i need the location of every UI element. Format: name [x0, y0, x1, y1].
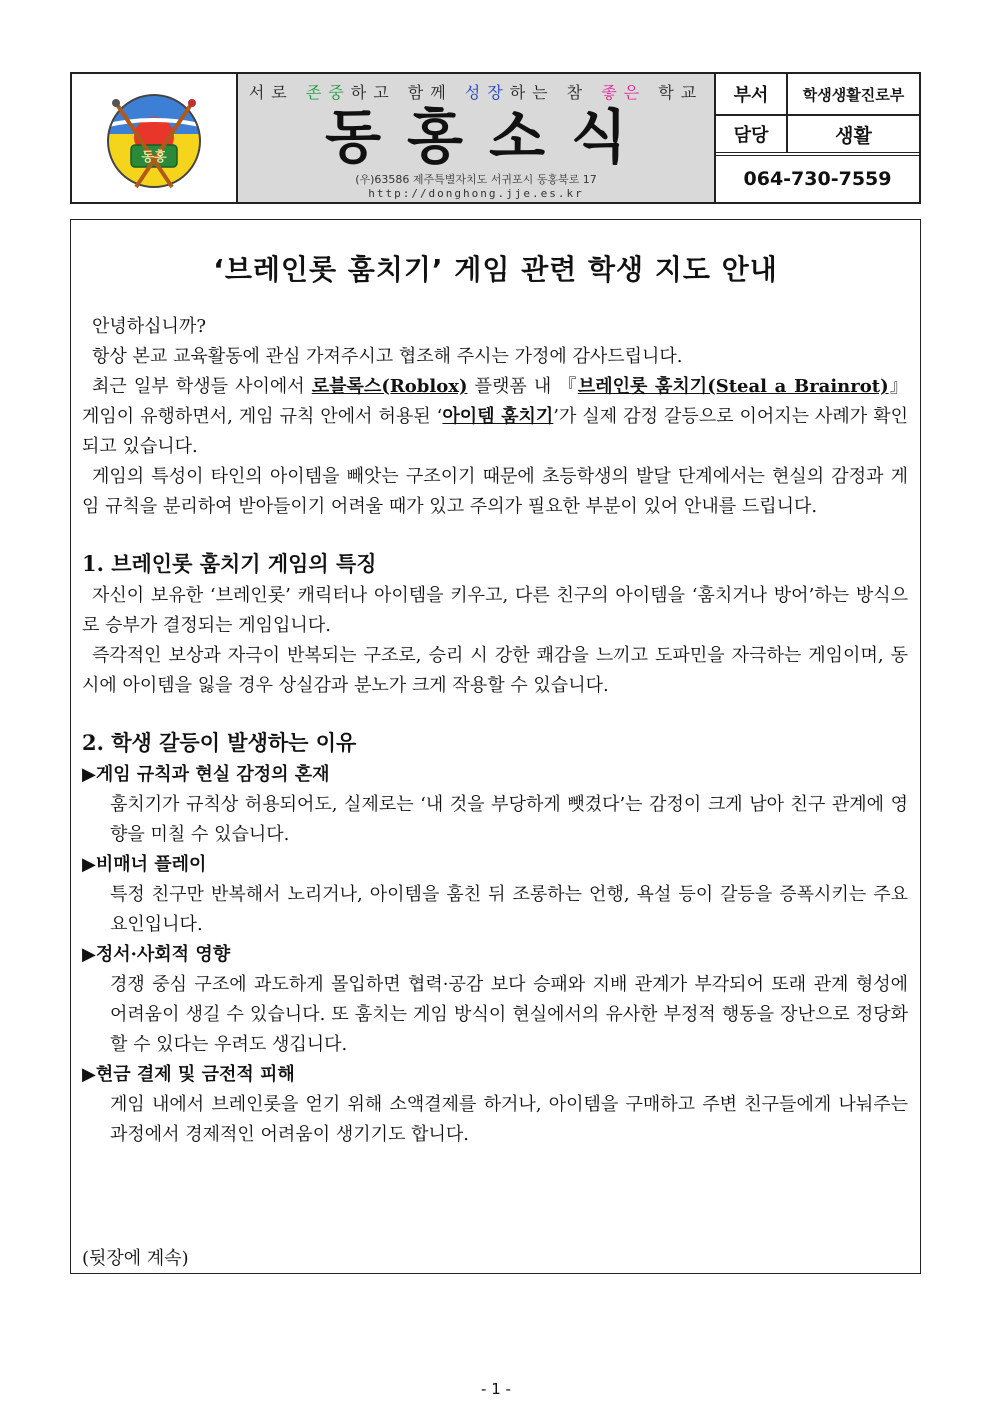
game-name-highlight: 브레인롯 훔치기(Steal a Brainrot): [577, 376, 889, 397]
motto-part: 학교: [646, 83, 704, 102]
info-table: [716, 74, 919, 202]
motto-part: 서로: [248, 83, 306, 102]
motto-part: 존중: [305, 83, 351, 102]
dept-label: 부서: [716, 74, 788, 114]
charge-label: 담당: [716, 116, 788, 152]
charge-value: 생활: [835, 124, 872, 147]
page-number: - 1 -: [481, 1380, 511, 1398]
school-motto: [249, 80, 703, 103]
school-url: http://donghong.jje.es.kr: [368, 187, 584, 200]
newsletter-header: [70, 72, 921, 204]
document-title: ‘브레인롯 훔치기’ 게임 관련 학생 지도 안내: [213, 253, 778, 286]
title-block: [238, 74, 716, 202]
document-body: [82, 312, 908, 1150]
motto-part: 성장: [464, 83, 510, 102]
reason-text: 특정 친구만 반복해서 노리거나, 아이템을 훔친 뒤 조롱하는 언행, 욕설 등이 갈등을 증폭시키는 주요 요인입니다.: [110, 884, 908, 935]
newsletter-title: 동홍소식: [324, 103, 654, 171]
school-address: (우)63586 제주특별자치도 서귀포시 동홍북로 17: [355, 173, 597, 186]
phone-number: 064-730-7559: [743, 168, 892, 190]
school-logo: [72, 74, 238, 202]
roblox-highlight: 로블록스(Roblox): [311, 376, 468, 397]
section-heading: 1. 브레인롯 훔치기 게임의 특징: [82, 551, 377, 576]
reason-text: 경쟁 중심 구조에 과도하게 몰입하면 협력·공감 보다 승패와 지배 관계가 부각되어 또래 관계 형성에 어려움이 생길 수 있습니다. 또 훔치는 게임 방식이 현실에서의 유사한 부정적 행동을 장난으로 정당화할 수 있다는 우려도 생깁니다.: [110, 974, 908, 1055]
reason-heading: ▶현금 결제 및 금전적 피해: [82, 1064, 295, 1085]
reason-text: 게임 내에서 브레인롯을 얻기 위해 소액결제를 하거나, 아이템을 구매하고 주변 친구들에게 나눠주는 과정에서 경제적인 어려움이 생기기도 합니다.: [110, 1094, 908, 1145]
text-run: 최근 일부 학생들 사이에서: [92, 376, 312, 397]
section-paragraph: 자신이 보유한 ‘브레인롯’ 캐릭터나 아이템을 키우고, 다른 친구의 아이템을 ‘훔치거나 방어’하는 방식으로 승부가 결정되는 게임입니다.: [82, 585, 908, 636]
reason-text: 훔치기가 규칙상 허용되어도, 실제로는 ‘내 것을 부당하게 뺏겼다’는 감정이 크게 남아 친구 관계에 영향을 미칠 수 있습니다.: [110, 794, 908, 845]
intro-paragraph: [82, 372, 908, 462]
motto-part: 하고 함께: [350, 83, 465, 102]
text-run: 플랫폼 내 『: [467, 376, 578, 397]
dept-value: 학생생활진로부: [802, 85, 905, 104]
section-paragraph: 즉각적인 보상과 자극이 반복되는 구조로, 승리 시 강한 쾌감을 느끼고 도파민을 자극하는 게임이며, 동시에 아이템을 잃을 경우 상실감과 분노가 크게 작용할 수 있습니다.: [82, 645, 908, 696]
motto-part: 좋은: [601, 83, 647, 102]
item-steal-highlight: 아이템 훔치기: [442, 406, 554, 427]
continued-note: (뒷장에 계속): [82, 1248, 189, 1269]
text-run: 』게임이 유행하면서, 게임 규칙 안에서 허용된 ‘: [82, 376, 908, 427]
reason-heading: ▶게임 규칙과 현실 감정의 혼재: [82, 764, 330, 785]
intro-paragraph: 항상 본교 교육활동에 관심 가져주시고 협조해 주시는 가정에 감사드립니다.: [92, 346, 683, 367]
content-box: [70, 219, 921, 1274]
motto-part: 하는 참: [509, 83, 602, 102]
dept-row: [716, 74, 919, 116]
school-emblem-icon: [94, 79, 214, 197]
greeting: 안녕하십니까?: [92, 316, 206, 337]
charge-row: [716, 116, 919, 156]
intro-paragraph: 게임의 특성이 타인의 아이템을 빼앗는 구조이기 때문에 초등학생의 발달 단계에서는 현실의 감정과 게임 규칙을 분리하여 받아들이기 어려울 때가 있고 주의가 필요한 부분이 있어 안내를 드립니다.: [82, 466, 908, 517]
logo-text: 동홍: [141, 150, 167, 165]
reason-heading: ▶정서·사회적 영향: [82, 944, 231, 965]
text-run: ’가 실제 감정 갈등으로 이어지는 사례가 확인되고 있습니다.: [82, 406, 908, 457]
section-heading: 2. 학생 갈등이 발생하는 이유: [82, 730, 357, 755]
reason-heading: ▶비매너 플레이: [82, 854, 207, 875]
